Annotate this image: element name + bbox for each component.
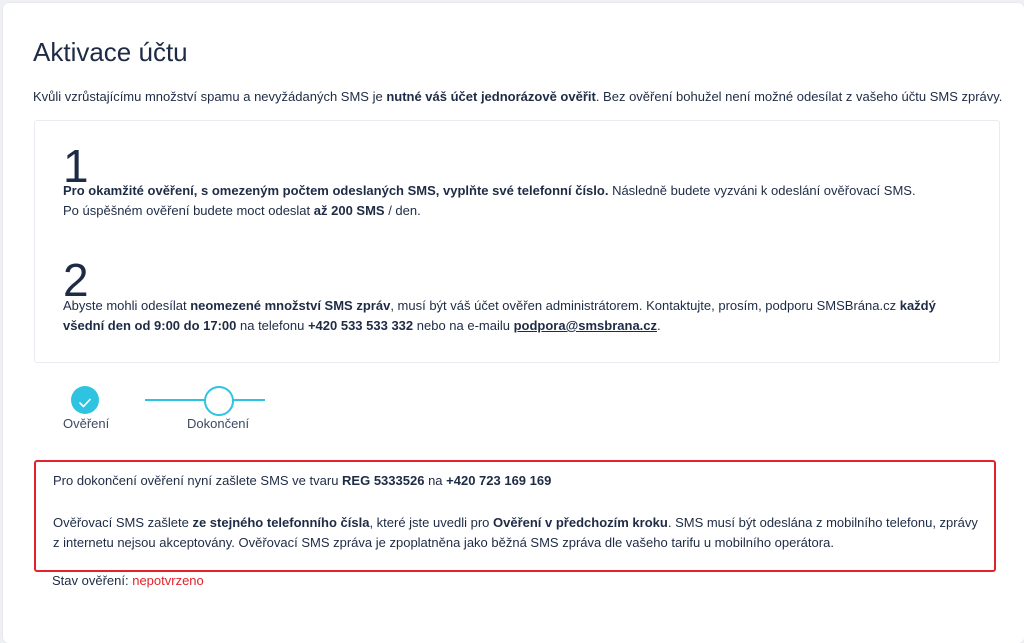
sms-instruction-start: Pro dokončení ověření nyní zašlete SMS ve tvaru	[53, 473, 343, 488]
status-label: Stav ověření:	[52, 573, 133, 588]
step-1-number: 1	[63, 140, 89, 192]
support-phone: +420 533 533 332	[307, 318, 414, 333]
progress-label-completion: Dokončení	[187, 416, 250, 431]
verification-progress	[63, 385, 303, 435]
check-icon	[79, 395, 91, 405]
step-1-limit-value: až 200 SMS	[313, 203, 385, 218]
verification-status	[52, 573, 204, 588]
progress-step-done	[71, 386, 99, 414]
step-1-limit-text: Po úspěšném ověření budete moct odeslat	[63, 203, 314, 218]
step-2-hours: každý všední den od 9:00 do 17:00	[63, 298, 936, 333]
step-2-text-c: na telefonu	[236, 318, 308, 333]
step-2-text	[63, 296, 973, 336]
step-1-limit-unit: / den.	[384, 203, 421, 218]
intro-text	[33, 88, 1013, 106]
sms-rules-e: . SMS musí být odeslána z mobilního telefonu, zprávy	[667, 515, 978, 530]
step-2-text-a: Abyste mohli odesílat	[63, 298, 191, 313]
step-1-bold: Pro okamžité ověření, s omezeným počtem odeslaných SMS, vyplňte své telefonní číslo.	[63, 183, 609, 198]
sms-instructions-box	[34, 460, 996, 572]
sms-instruction-mid: na	[424, 473, 447, 488]
progress-step-pending	[204, 386, 234, 416]
intro-text-emphasis: nutné váš účet jednorázově ověřit	[386, 89, 596, 104]
sms-rules-line-2: z internetu nejsou akceptovány. Ověřovací SMS zpráva je zpoplatněna jako běžná SMS zpráva dle vašeho tarifu u mobilního operátora.	[53, 535, 834, 550]
sms-rules-same-number: ze stejného telefonního čísla	[192, 515, 370, 530]
intro-text-end: . Bez ověření bohužel není možné odesílat z vašeho účtu SMS zprávy.	[595, 89, 1003, 104]
sms-rules-text	[53, 513, 983, 553]
step-2-text-b: , musí být váš účet ověřen administrátorem. Kontaktujte, prosím, podporu SMSBrána.cz	[390, 298, 900, 313]
support-email-link[interactable]: podpora@smsbrana.cz	[513, 318, 658, 333]
sms-rules-c: , které jste uvedli pro	[369, 515, 493, 530]
step-2-text-d: nebo na e-mailu	[413, 318, 514, 333]
sms-instruction-line	[53, 471, 983, 491]
step-2-bold-a: neomezené množství SMS zpráv	[190, 298, 391, 313]
main-card	[3, 3, 1024, 643]
intro-text-start: Kvůli vzrůstajícímu množství spamu a nevyžádaných SMS je	[33, 89, 387, 104]
status-value: nepotvrzeno	[132, 573, 204, 588]
step-1-text	[63, 181, 973, 221]
steps-panel	[34, 120, 1000, 363]
sms-rules-a: Ověřovací SMS zašlete	[53, 515, 193, 530]
page-title: Aktivace účtu	[33, 37, 188, 67]
target-phone-number: +420 723 169 169	[446, 473, 552, 488]
step-2-number: 2	[63, 254, 89, 306]
step-2-text-e: .	[657, 318, 661, 333]
progress-label-verification: Ověření	[63, 416, 110, 431]
step-1-rest: Následně budete vyzváni k odeslání ověřovací SMS.	[608, 183, 916, 198]
verification-code: REG 5333526	[342, 473, 425, 488]
sms-rules-previous-step: Ověření v předchozím kroku	[493, 515, 668, 530]
